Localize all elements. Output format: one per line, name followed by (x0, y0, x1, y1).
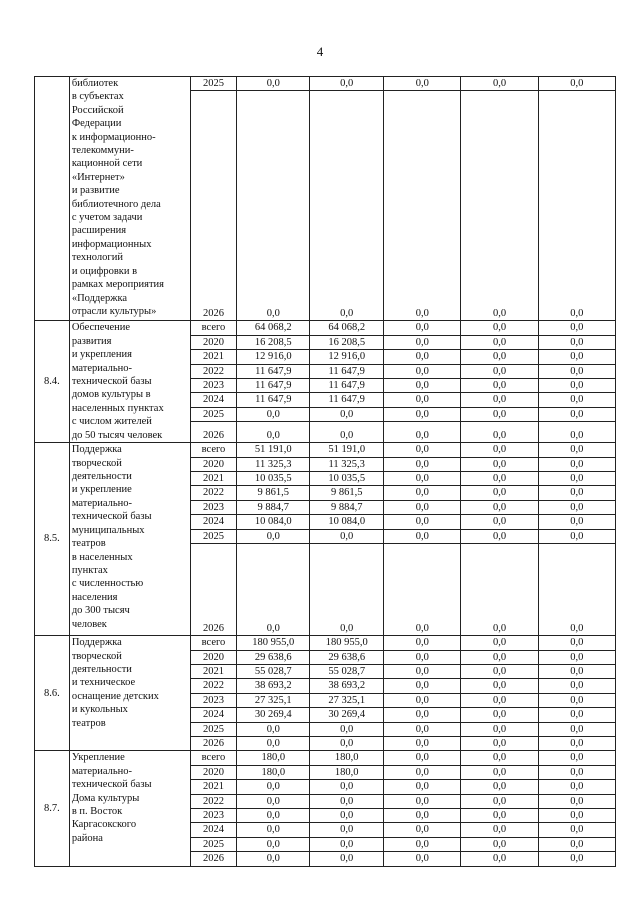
value-cell: 0,0 (384, 693, 461, 707)
page-number: 4 (316, 44, 324, 59)
value-cell: 0,0 (461, 808, 538, 822)
value-cell: 11 647,9 (310, 393, 384, 407)
value-cell: 0,0 (538, 515, 615, 529)
value-cell: 0,0 (384, 364, 461, 378)
value-cell: 27 325,1 (237, 693, 310, 707)
value-cell: 10 084,0 (237, 515, 310, 529)
year-cell: 2020 (190, 650, 237, 664)
section-name-line: технологий (71, 252, 123, 264)
value-cell: 0,0 (237, 407, 310, 421)
section-name-line: и кукольных (71, 704, 128, 716)
value-cell: 0,0 (384, 765, 461, 779)
section-name-line: Федерации (71, 118, 122, 130)
value-cell: 11 647,9 (310, 379, 384, 393)
section-name-line: библиотек (71, 78, 119, 89)
year-cell: 2020 (190, 765, 237, 779)
value-cell: 0,0 (237, 422, 310, 443)
value-cell: 0,0 (310, 529, 384, 543)
value-cell: 0,0 (461, 379, 538, 393)
value-cell: 16 208,5 (310, 335, 384, 349)
value-cell: 0,0 (384, 443, 461, 457)
year-cell: 2023 (190, 379, 237, 393)
year-cell: 2024 (190, 393, 237, 407)
value-cell: 0,0 (538, 808, 615, 822)
value-cell: 0,0 (384, 321, 461, 335)
value-cell: 0,0 (384, 472, 461, 486)
value-cell: 0,0 (538, 335, 615, 349)
value-cell: 0,0 (384, 515, 461, 529)
section-name-line: и развитие (71, 185, 120, 197)
year-cell: 2026 (190, 852, 237, 866)
year-cell: 2023 (190, 500, 237, 514)
value-cell: 0,0 (461, 77, 538, 91)
value-cell: 27 325,1 (310, 693, 384, 707)
section-name-line: технической базы (71, 376, 152, 388)
value-cell: 0,0 (237, 780, 310, 794)
value-cell: 0,0 (237, 823, 310, 837)
value-cell: 0,0 (538, 486, 615, 500)
value-cell: 0,0 (538, 708, 615, 722)
value-cell: 0,0 (461, 393, 538, 407)
value-cell: 0,0 (538, 837, 615, 851)
value-cell: 0,0 (384, 335, 461, 349)
section-name-line: Обеспечение (71, 322, 131, 334)
value-cell: 0,0 (538, 722, 615, 736)
value-cell: 0,0 (461, 823, 538, 837)
value-cell: 0,0 (461, 693, 538, 707)
value-cell: 0,0 (538, 693, 615, 707)
value-cell: 0,0 (384, 393, 461, 407)
value-cell: 180 955,0 (237, 636, 310, 650)
value-cell: 11 647,9 (310, 364, 384, 378)
year-cell: 2025 (190, 77, 237, 91)
section-number (35, 77, 70, 321)
table-row (35, 77, 616, 91)
value-cell: 0,0 (538, 350, 615, 364)
value-cell: 0,0 (384, 679, 461, 693)
value-cell: 0,0 (538, 443, 615, 457)
section-name-line: «Поддержка (71, 292, 128, 304)
value-cell: 0,0 (538, 650, 615, 664)
value-cell: 64 068,2 (310, 321, 384, 335)
value-cell: 0,0 (538, 321, 615, 335)
year-cell: всего (190, 636, 237, 650)
value-cell: 0,0 (237, 91, 310, 321)
year-cell: 2025 (190, 722, 237, 736)
value-cell: 0,0 (538, 544, 615, 636)
section-name (69, 321, 190, 443)
section-name-line: деятельности (71, 663, 132, 675)
value-cell: 0,0 (538, 422, 615, 443)
value-cell: 0,0 (237, 722, 310, 736)
value-cell: 16 208,5 (237, 335, 310, 349)
year-cell: 2021 (190, 350, 237, 364)
value-cell: 29 638,6 (310, 650, 384, 664)
section-name-line: Каргасокского (71, 819, 137, 831)
value-cell: 0,0 (310, 837, 384, 851)
value-cell: 0,0 (461, 765, 538, 779)
value-cell: 0,0 (310, 794, 384, 808)
year-cell: всего (190, 751, 237, 765)
value-cell: 0,0 (237, 808, 310, 822)
value-cell: 180,0 (237, 751, 310, 765)
value-cell: 0,0 (384, 91, 461, 321)
value-cell: 0,0 (461, 650, 538, 664)
section-name-line: до 300 тысяч (71, 605, 130, 617)
value-cell: 0,0 (538, 736, 615, 750)
table-row (35, 636, 616, 650)
section-number: 8.7. (35, 751, 70, 866)
value-cell: 0,0 (310, 407, 384, 421)
year-cell: всего (190, 321, 237, 335)
year-cell: 2022 (190, 679, 237, 693)
section-name-line: творческой (71, 650, 122, 662)
year-cell: 2024 (190, 823, 237, 837)
year-cell: 2022 (190, 794, 237, 808)
value-cell: 0,0 (461, 529, 538, 543)
value-cell: 0,0 (461, 837, 538, 851)
value-cell: 0,0 (384, 650, 461, 664)
section-name-line: населенных пунктах (71, 402, 164, 414)
value-cell: 0,0 (384, 422, 461, 443)
value-cell: 0,0 (461, 91, 538, 321)
value-cell: 30 269,4 (237, 708, 310, 722)
year-cell: 2023 (190, 808, 237, 822)
section-name-line: и укрепления (71, 349, 132, 361)
value-cell: 0,0 (538, 852, 615, 866)
value-cell: 55 028,7 (237, 664, 310, 678)
section-name-line: оснащение детских (71, 690, 159, 702)
value-cell: 9 861,5 (237, 486, 310, 500)
section-name-line: библиотечного дела (71, 198, 161, 210)
value-cell: 0,0 (461, 472, 538, 486)
value-cell: 0,0 (384, 379, 461, 393)
value-cell: 10 084,0 (310, 515, 384, 529)
value-cell: 0,0 (461, 636, 538, 650)
table-row (35, 751, 616, 765)
year-cell: 2025 (190, 837, 237, 851)
section-name-line: материально- (71, 497, 133, 509)
value-cell: 11 647,9 (237, 364, 310, 378)
section-name-line: Российской (71, 104, 124, 116)
value-cell: 0,0 (310, 722, 384, 736)
value-cell: 0,0 (461, 321, 538, 335)
section-name-line: материально- (71, 362, 133, 374)
value-cell: 0,0 (384, 544, 461, 636)
value-cell: 0,0 (461, 544, 538, 636)
value-cell: 10 035,5 (237, 472, 310, 486)
value-cell: 0,0 (538, 500, 615, 514)
section-name-line: телекоммуни- (71, 145, 134, 157)
value-cell: 0,0 (461, 422, 538, 443)
value-cell: 180,0 (310, 751, 384, 765)
value-cell: 0,0 (461, 736, 538, 750)
section-number: 8.4. (35, 321, 70, 443)
section-name-line: кационной сети (71, 158, 143, 170)
value-cell: 0,0 (384, 751, 461, 765)
value-cell: 0,0 (310, 91, 384, 321)
value-cell: 55 028,7 (310, 664, 384, 678)
value-cell: 12 916,0 (237, 350, 310, 364)
section-number: 8.6. (35, 636, 70, 751)
section-name-line: и укрепление (71, 484, 132, 496)
section-name-line: в субъектах (71, 91, 124, 103)
section-name-line: населения (71, 591, 118, 603)
section-name-line: «Интернет» (71, 171, 125, 183)
value-cell: 180,0 (237, 765, 310, 779)
year-cell: всего (190, 443, 237, 457)
value-cell: 0,0 (384, 636, 461, 650)
value-cell: 0,0 (538, 751, 615, 765)
year-cell: 2021 (190, 780, 237, 794)
section-name-line: муниципальных (71, 524, 145, 536)
year-cell: 2020 (190, 457, 237, 471)
year-cell: 2026 (190, 422, 237, 443)
section-name-line: технической базы (71, 511, 152, 523)
value-cell: 29 638,6 (237, 650, 310, 664)
value-cell: 0,0 (538, 794, 615, 808)
section-name-line: с учетом задачи (71, 212, 143, 224)
value-cell: 0,0 (461, 500, 538, 514)
table-row (35, 443, 616, 457)
section-name-line: человек (71, 618, 107, 630)
value-cell: 0,0 (237, 837, 310, 851)
value-cell: 0,0 (237, 529, 310, 543)
value-cell: 0,0 (538, 529, 615, 543)
value-cell: 0,0 (461, 364, 538, 378)
value-cell: 0,0 (538, 77, 615, 91)
value-cell: 0,0 (384, 736, 461, 750)
value-cell: 0,0 (461, 722, 538, 736)
value-cell: 0,0 (237, 77, 310, 91)
value-cell: 0,0 (384, 823, 461, 837)
section-name-line: отрасли культуры» (71, 305, 157, 317)
year-cell: 2024 (190, 708, 237, 722)
section-name (69, 636, 190, 751)
value-cell: 0,0 (461, 335, 538, 349)
value-cell: 0,0 (538, 765, 615, 779)
value-cell: 0,0 (461, 457, 538, 471)
section-name-line: расширения (71, 225, 127, 237)
year-cell: 2023 (190, 693, 237, 707)
value-cell: 0,0 (461, 708, 538, 722)
value-cell: 64 068,2 (237, 321, 310, 335)
section-name-line: Укрепление (71, 752, 125, 764)
section-name-line: с числом жителей (71, 416, 152, 428)
section-name-line: в населенных (71, 551, 133, 563)
value-cell: 0,0 (461, 486, 538, 500)
value-cell: 0,0 (538, 91, 615, 321)
section-name (69, 443, 190, 636)
year-cell: 2021 (190, 472, 237, 486)
value-cell: 0,0 (538, 379, 615, 393)
value-cell: 0,0 (461, 679, 538, 693)
value-cell: 0,0 (310, 544, 384, 636)
value-cell: 11 647,9 (237, 393, 310, 407)
year-cell: 2025 (190, 529, 237, 543)
value-cell: 0,0 (538, 407, 615, 421)
value-cell: 0,0 (461, 751, 538, 765)
value-cell: 0,0 (384, 457, 461, 471)
value-cell: 0,0 (384, 664, 461, 678)
value-cell: 0,0 (538, 457, 615, 471)
value-cell: 9 884,7 (237, 500, 310, 514)
value-cell: 0,0 (461, 780, 538, 794)
section-name-line: с численностью (71, 578, 144, 590)
value-cell: 0,0 (538, 679, 615, 693)
year-cell: 2025 (190, 407, 237, 421)
value-cell: 0,0 (461, 407, 538, 421)
section-name-line: театров (71, 717, 106, 729)
value-cell: 0,0 (310, 736, 384, 750)
value-cell: 0,0 (384, 407, 461, 421)
value-cell: 0,0 (461, 794, 538, 808)
section-name-line: и оцифровки в (71, 265, 138, 277)
value-cell: 9 861,5 (310, 486, 384, 500)
section-name-line: Дома культуры (71, 792, 140, 804)
value-cell: 0,0 (461, 664, 538, 678)
value-cell: 0,0 (461, 852, 538, 866)
section-name-line: домов культуры в (71, 389, 151, 401)
section-name-line: деятельности (71, 471, 132, 483)
value-cell: 51 191,0 (310, 443, 384, 457)
value-cell: 0,0 (237, 852, 310, 866)
value-cell: 180,0 (310, 765, 384, 779)
value-cell: 0,0 (538, 364, 615, 378)
value-cell: 0,0 (538, 636, 615, 650)
value-cell: 0,0 (538, 664, 615, 678)
value-cell: 38 693,2 (237, 679, 310, 693)
section-name-line: до 50 тысяч человек (71, 429, 163, 441)
value-cell: 0,0 (310, 823, 384, 837)
section-name-line: театров (71, 538, 106, 550)
budget-table (34, 76, 616, 867)
value-cell: 0,0 (237, 736, 310, 750)
value-cell: 0,0 (384, 529, 461, 543)
section-name-line: и техническое (71, 677, 136, 689)
section-name-line: в п. Восток (71, 805, 123, 817)
value-cell: 180 955,0 (310, 636, 384, 650)
value-cell: 11 647,9 (237, 379, 310, 393)
value-cell: 0,0 (310, 77, 384, 91)
section-name (69, 751, 190, 866)
year-cell: 2022 (190, 486, 237, 500)
value-cell: 10 035,5 (310, 472, 384, 486)
value-cell: 0,0 (237, 794, 310, 808)
value-cell: 0,0 (461, 515, 538, 529)
value-cell: 0,0 (461, 443, 538, 457)
value-cell: 0,0 (384, 722, 461, 736)
value-cell: 0,0 (310, 780, 384, 794)
value-cell: 0,0 (310, 808, 384, 822)
year-cell: 2026 (190, 544, 237, 636)
section-name (69, 77, 190, 321)
value-cell: 0,0 (538, 780, 615, 794)
section-name-line: технической базы (71, 779, 152, 791)
value-cell: 0,0 (384, 794, 461, 808)
value-cell: 0,0 (384, 780, 461, 794)
table-row (35, 321, 616, 335)
value-cell: 9 884,7 (310, 500, 384, 514)
value-cell: 11 325,3 (310, 457, 384, 471)
value-cell: 0,0 (384, 500, 461, 514)
section-number: 8.5. (35, 443, 70, 636)
value-cell: 0,0 (384, 808, 461, 822)
value-cell: 0,0 (384, 708, 461, 722)
section-name-line: Поддержка (71, 444, 122, 456)
value-cell: 0,0 (384, 77, 461, 91)
value-cell: 0,0 (384, 837, 461, 851)
section-name-line: рамках мероприятия (71, 279, 165, 291)
year-cell: 2022 (190, 364, 237, 378)
value-cell: 0,0 (461, 350, 538, 364)
value-cell: 0,0 (538, 823, 615, 837)
year-cell: 2026 (190, 91, 237, 321)
section-name-line: материально- (71, 765, 133, 777)
section-name-line: пунктах (71, 564, 108, 576)
section-name-line: района (71, 832, 103, 844)
value-cell: 0,0 (384, 486, 461, 500)
year-cell: 2024 (190, 515, 237, 529)
value-cell: 38 693,2 (310, 679, 384, 693)
year-cell: 2021 (190, 664, 237, 678)
value-cell: 0,0 (384, 852, 461, 866)
section-name-line: информационных (71, 238, 152, 250)
value-cell: 30 269,4 (310, 708, 384, 722)
budget-table-body (35, 77, 616, 867)
section-name-line: Поддержка (71, 637, 122, 649)
value-cell: 0,0 (310, 852, 384, 866)
value-cell: 0,0 (538, 393, 615, 407)
year-cell: 2026 (190, 736, 237, 750)
value-cell: 51 191,0 (237, 443, 310, 457)
value-cell: 0,0 (538, 472, 615, 486)
year-cell: 2020 (190, 335, 237, 349)
value-cell: 11 325,3 (237, 457, 310, 471)
value-cell: 0,0 (310, 422, 384, 443)
value-cell: 0,0 (237, 544, 310, 636)
value-cell: 0,0 (384, 350, 461, 364)
value-cell: 12 916,0 (310, 350, 384, 364)
section-name-line: развития (71, 335, 112, 347)
section-name-line: к информационно- (71, 131, 156, 143)
section-name-line: творческой (71, 457, 122, 469)
